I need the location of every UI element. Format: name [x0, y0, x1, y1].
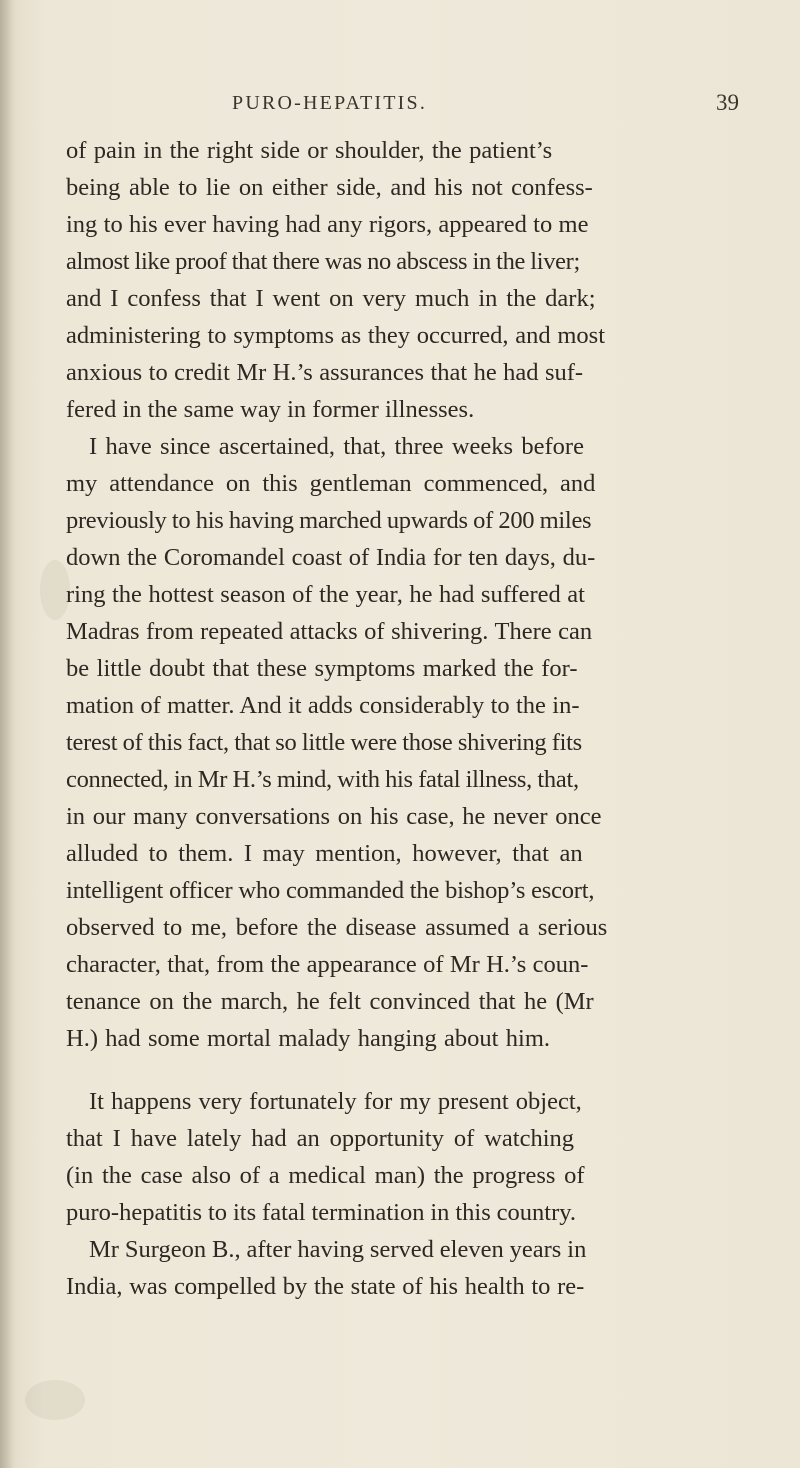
text-line: I have since ascertained, that, three weeks before: [89, 433, 584, 460]
text-line: alluded to them. I may mention, however, that an: [66, 840, 583, 867]
text-line: anxious to credit Mr H.’s assurances that he had suf-: [66, 359, 584, 386]
text-line: ring the hottest season of the year, he had suffered at: [66, 581, 585, 608]
text-line: administering to symptoms as they occurred, and most: [66, 322, 606, 349]
gutter-shadow: [0, 0, 14, 1468]
text-line: connected, in Mr H.’s mind, with his fatal illness, that,: [66, 766, 579, 793]
page-header: [0, 92, 800, 122]
text-line: character, that, from the appearance of Mr H.’s coun-: [66, 951, 589, 978]
text-line: It happens very fortunately for my present object,: [89, 1088, 582, 1115]
text-line: being able to lie on either side, and his not confess-: [66, 174, 593, 201]
page-number: 39: [716, 90, 739, 115]
text-line: down the Coromandel coast of India for ten days, du-: [66, 544, 596, 571]
text-line: India, was compelled by the state of his health to re-: [66, 1273, 585, 1300]
text-line: (in the case also of a medical man) the progress of: [66, 1162, 585, 1189]
text-line: ing to his ever having had any rigors, appeared to me: [66, 211, 589, 238]
text-line: fered in the same way in former illnesses.: [66, 396, 475, 423]
text-line: that I have lately had an opportunity of watching: [66, 1125, 575, 1152]
text-line: Madras from repeated attacks of shivering. There can: [66, 618, 593, 645]
text-line: previously to his having marched upwards of 200 miles: [66, 507, 592, 534]
text-line: and I confess that I went on very much in the dark;: [66, 285, 596, 312]
text-line: be little doubt that these symptoms marked the for-: [66, 655, 578, 682]
text-line: observed to me, before the disease assumed a serious: [66, 914, 608, 941]
text-line: almost like proof that there was no abscess in the liver;: [66, 248, 580, 275]
text-line: mation of matter. And it adds considerably to the in-: [66, 692, 580, 719]
text-line: Mr Surgeon B., after having served eleven years in: [89, 1236, 587, 1263]
text-line: intelligent officer who commanded the bishop’s escort,: [66, 877, 595, 904]
paper-stain: [25, 1380, 85, 1420]
text-line: of pain in the right side or shoulder, the patient’s: [66, 137, 553, 164]
text-line: in our many conversations on his case, he never once: [66, 803, 602, 830]
text-line: H.) had some mortal malady hanging about him.: [66, 1025, 551, 1052]
text-line: puro-hepatitis to its fatal termination in this country.: [66, 1199, 577, 1226]
running-head: PURO-HEPATITIS.: [232, 92, 428, 114]
text-line: my attendance on this gentleman commenced, and: [66, 470, 596, 497]
text-line: terest of this fact, that so little were those shivering fits: [66, 729, 582, 756]
text-line: tenance on the march, he felt convinced that he (Mr: [66, 988, 594, 1015]
